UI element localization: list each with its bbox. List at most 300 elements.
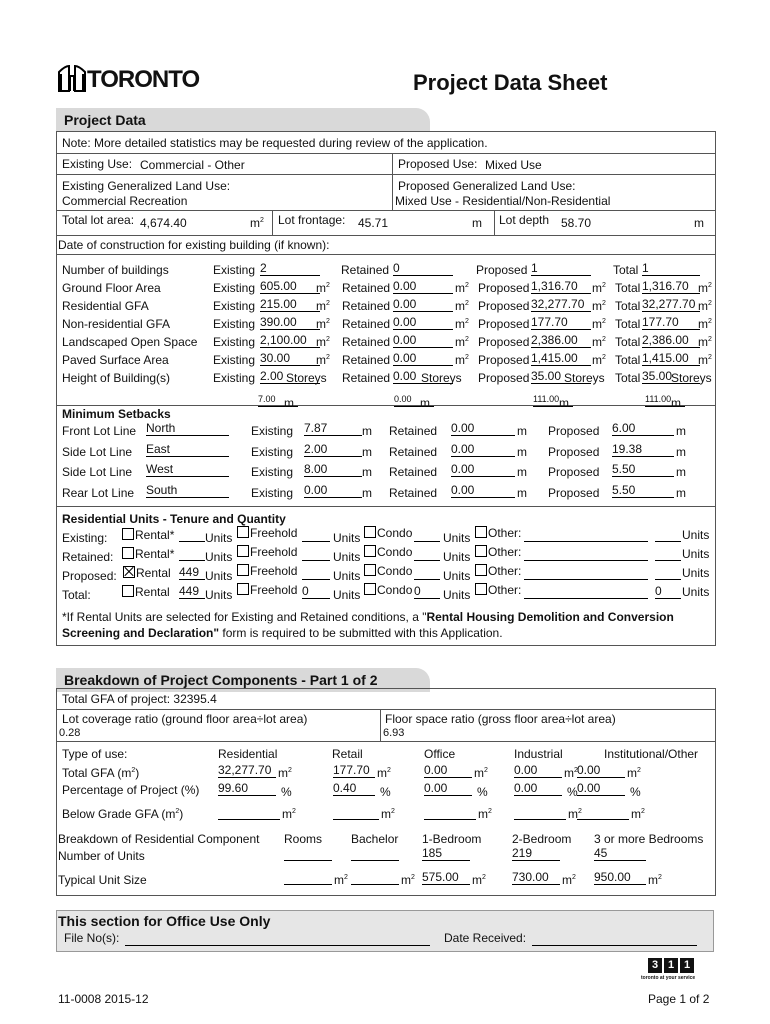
unit-m2: $m^2$ [472,873,486,887]
existing-label: Existing [213,335,256,349]
other-label: Other: [488,583,522,597]
fsr-value[interactable]: 6.93 [383,727,405,739]
stat-row-label: Landscaped Open Space [62,335,198,349]
footnote-part-c: Screening and Declaration" [62,626,220,640]
unit-m2: $m^2$ [316,353,330,367]
setback-existing[interactable]: 2.00 [304,443,362,457]
rental-label: Rental [136,566,171,580]
depth-label: Lot depth [499,213,550,227]
rental-checkbox[interactable] [122,585,170,599]
retained-label: Retained [342,299,391,313]
checkbox-icon[interactable] [475,526,487,538]
height-m-unit: m [420,396,430,410]
stat-row-label: Number of buildings [62,263,169,277]
freehold-checkbox[interactable] [237,564,297,578]
unit-m2: $m^2$ [592,299,606,313]
unit-m2: $m^2$ [564,766,578,780]
proposed-label: Proposed [476,263,528,277]
setback-direction[interactable]: East [146,443,229,457]
retained-value[interactable]: 0.00 [393,316,453,330]
number-of-units-label: Number of Units [58,849,145,863]
percent-unit: % [281,785,292,799]
rental-units-value[interactable] [179,528,205,542]
unit-m2: $m^2$ [316,281,330,295]
below-grade-value[interactable] [424,806,476,820]
logo-311-digit: 3 [648,958,662,973]
proposed-value[interactable]: 1,316.70 [531,280,591,294]
percent-unit: % [380,785,391,799]
logo-311-digit: 1 [664,958,678,973]
retained-value[interactable]: 0 [393,262,453,276]
setback-existing[interactable]: 7.87 [304,422,362,436]
checked-checkbox-icon[interactable] [123,566,135,578]
unit-m2: $m^2$ [334,873,348,887]
unit-count-value[interactable]: 219 [512,847,560,861]
rental-checkbox[interactable] [122,547,174,561]
height-retained-m[interactable]: 0.00 [394,393,434,407]
setback-label: Front Lot Line [62,424,137,438]
setback-label: Side Lot Line [62,445,133,459]
unit-size-value[interactable]: 730.00 [512,871,560,885]
other-units-value[interactable]: 0 [655,585,681,599]
unit-m2: $m^2$ [698,281,712,295]
proposed-label: Proposed [478,299,530,313]
freehold-units-value[interactable] [302,547,330,561]
condo-label: Condo [377,564,413,578]
checkbox-icon[interactable] [237,564,249,576]
below-grade-value[interactable] [514,806,566,820]
percentage-label: Percentage of Project (%) [62,783,200,797]
checkbox-icon[interactable] [122,528,134,540]
unit-m2: $m^2$ [282,807,296,821]
unit-m2: $m^2$ [377,766,391,780]
unit-size-value[interactable]: 575.00 [422,871,470,885]
unit-m2: $m^2$ [316,299,330,313]
below-grade-value[interactable] [218,806,280,820]
condo-units-value[interactable] [414,566,440,580]
retained-label: Retained [389,486,438,500]
existing-value[interactable]: 30.00 [260,352,320,366]
retained-label: Retained [342,281,391,295]
freehold-checkbox[interactable] [237,545,297,559]
proposed-label: Proposed [548,465,600,479]
gfa-value[interactable]: 0.00 [577,764,625,778]
unit-m2: $m^2$ [631,807,645,821]
gfa-value[interactable]: 0.00 [424,764,472,778]
retained-value[interactable]: 0.00 [393,334,453,348]
setback-direction[interactable]: North [146,422,229,436]
proposed-value[interactable]: 2,386.00 [531,334,591,348]
below-grade-value[interactable] [333,806,379,820]
lot-area-label: Total lot area: [62,213,135,227]
existing-gen-value[interactable]: Commercial Recreation [62,194,188,208]
checkbox-icon[interactable] [237,526,249,538]
other-description[interactable] [524,566,648,580]
proposed-label: Proposed [478,281,530,295]
other-description[interactable] [524,585,648,599]
stat-row-label: Non-residential GFA [62,317,171,331]
unit-count-value[interactable] [284,847,332,861]
unit-m2: $m^2$ [698,335,712,349]
retained-label: Retained [341,263,390,277]
units-label: Units [443,588,471,602]
proposed-value[interactable]: 1 [531,262,591,276]
other-checkbox[interactable] [475,526,521,540]
condo-label: Condo [377,545,413,559]
total-label: Total [615,335,641,349]
other-checkbox[interactable] [475,564,521,578]
total-label: Total [615,281,641,295]
date-received-label: Date Received: [444,931,527,945]
percentage-value[interactable]: 0.00 [514,782,562,796]
frontage-value[interactable]: 45.71 [358,216,389,230]
logo-text: TORONTO [87,66,200,93]
unit-m2: $m^2$ [455,299,469,313]
total-value[interactable]: 177.70 [642,316,700,330]
stat-row-label: Residential GFA [62,299,149,313]
use-type-header: Institutional/Other [604,747,699,761]
note-text: Note: More detailed statistics may be requested during review of the application. [62,136,488,150]
coverage-label: Lot coverage ratio (ground floor area÷lot area) [62,712,308,726]
total-value[interactable]: 2,386.00 [642,334,700,348]
unit-count-value[interactable] [351,847,399,861]
freehold-label: Freehold [250,526,298,540]
gfa-value[interactable]: 0.00 [514,764,562,778]
other-checkbox[interactable] [475,545,521,559]
rental-units-value[interactable]: 449 [179,566,205,580]
existing-value[interactable]: 2.00 [260,370,320,384]
units-label: Units [205,588,233,602]
condo-label: Condo [377,583,413,597]
units-row-label: Proposed: [62,569,117,583]
proposed-use-label: Proposed Use: [398,157,478,171]
unit-size-value[interactable]: 950.00 [594,871,646,885]
proposed-value[interactable]: 177.70 [531,316,591,330]
proposed-label: Proposed [478,371,530,385]
setbacks-heading: Minimum Setbacks [62,407,171,421]
total-value[interactable]: 32,277.70 [642,298,700,312]
height-m-unit: m [671,396,681,410]
setback-proposed[interactable]: 6.00 [612,422,674,436]
proposed-label: Proposed [478,353,530,367]
checkbox-icon[interactable] [364,583,376,595]
existing-label: Existing [213,263,256,277]
other-label: Other: [488,526,522,540]
freehold-units-value[interactable]: 0 [302,585,330,599]
coverage-value[interactable]: 0.28 [59,727,81,739]
other-units-value[interactable] [655,566,681,580]
height-existing-m[interactable]: 7.00 [258,393,298,407]
office-use-heading: This section for Office Use Only [58,913,271,929]
stat-row-label: Paved Surface Area [62,353,169,367]
percentage-value[interactable]: 0.00 [577,782,625,796]
unit-type-header: 3 or more Bedrooms [594,832,704,846]
unit-m2: $m^2$ [474,766,488,780]
condo-units-value[interactable] [414,528,440,542]
rental-footnote [62,609,712,641]
unit-m2: $m^2$ [698,299,712,313]
retained-label: Retained [342,353,391,367]
construction-date-label: Date of construction for existing building (if known): [58,238,330,252]
setback-proposed[interactable]: 5.50 [612,463,674,477]
units-label: Units [443,550,471,564]
other-units-value[interactable] [655,547,681,561]
total-value[interactable]: 1 [642,262,700,276]
proposed-label: Proposed [548,424,600,438]
storeys-label: Storeys [286,371,327,385]
total-gfa-value[interactable]: 32395.4 [173,692,217,706]
checkbox-icon[interactable] [122,547,134,559]
other-units-value[interactable] [655,528,681,542]
units-label: Units [443,531,471,545]
m-unit: m [362,486,372,500]
total-gfa-row-label: Total GFA $(m^2)$ [62,766,140,780]
use-type-header: Office [424,747,456,761]
m-unit: m [676,424,686,438]
percent-unit: % [477,785,488,799]
file-no-field[interactable] [125,932,430,946]
unit-size-value[interactable] [284,871,332,885]
other-label: Other: [488,564,522,578]
setback-retained[interactable]: 0.00 [451,422,515,436]
proposed-value[interactable]: 32,277.70 [531,298,591,312]
m-unit: m [362,465,372,479]
unit-m2: $m^2$ [381,807,395,821]
unit-type-header: Rooms [284,832,323,846]
footnote-part-a: *If Rental Units are selected for Existing and Retained conditions, a " [62,610,427,624]
project-data-heading: Project Data [56,108,430,132]
retained-label: Retained [342,317,391,331]
proposed-value[interactable]: 35.00 [531,370,591,384]
setback-label: Rear Lot Line [62,486,135,500]
percent-unit: % [567,785,578,799]
other-description[interactable] [524,528,648,542]
unit-type-header: Bachelor [351,832,399,846]
condo-checkbox[interactable] [364,526,412,540]
percentage-value[interactable]: 0.40 [333,782,375,796]
units-label: Units [205,550,233,564]
unit-m2: $m^2$ [698,317,712,331]
retained-label: Retained [342,371,391,385]
freehold-units-value[interactable] [302,566,330,580]
proposed-label: Proposed [478,317,530,331]
existing-label: Existing [213,317,256,331]
unit-m2: $m^2$ [592,353,606,367]
form-id: 11-0008 2015-12 [58,992,149,1006]
freehold-label: Freehold [250,583,298,597]
frontage-label: Lot frontage: [278,213,346,227]
rental-label: Rental* [135,547,175,561]
stat-row-label: Height of Building(s) [62,371,171,385]
existing-value[interactable]: 390.00 [260,316,320,330]
typical-unit-size-label: Typical Unit Size [58,873,147,887]
total-value[interactable]: 1,316.70 [642,280,700,294]
checkbox-icon[interactable] [237,545,249,557]
page-title: Project Data Sheet [413,70,608,95]
percentage-value[interactable]: 0.00 [424,782,472,796]
other-description[interactable] [524,547,648,561]
height-proposed-m[interactable]: 111.00 [533,393,573,407]
setback-direction[interactable]: South [146,484,229,498]
freehold-units-value[interactable] [302,528,330,542]
checkbox-icon[interactable] [237,583,249,595]
unit-count-value[interactable]: 185 [422,847,470,861]
freehold-checkbox[interactable] [237,583,297,597]
type-of-use-label: Type of use: [62,747,128,761]
proposed-gen-value[interactable]: Mixed Use - Residential/Non-Residential [395,194,611,208]
setback-existing[interactable]: 8.00 [304,463,362,477]
m-unit: m [362,445,372,459]
retained-label: Retained [342,335,391,349]
units-label: Units [682,547,710,561]
checkbox-icon[interactable] [475,564,487,576]
existing-value[interactable]: 2 [260,262,320,276]
unit-m2: $m^2$ [455,335,469,349]
toronto-logo [57,64,199,92]
existing-label: Existing [213,353,256,367]
setback-proposed[interactable]: 19.38 [612,443,674,457]
condo-checkbox[interactable] [364,545,412,559]
setback-retained[interactable]: 0.00 [451,484,515,498]
height-m-unit: m [559,396,569,410]
existing-label: Existing [213,281,256,295]
storeys-label: Storeys [564,371,605,385]
unit-m2: $m^2$ [455,317,469,331]
depth-unit: m [694,216,704,230]
units-label: Units [333,531,361,545]
rental-units-value[interactable]: 449 [179,585,205,599]
retained-value[interactable]: 0.00 [393,280,453,294]
unit-type-header: 2-Bedroom [512,832,572,846]
m-unit: m [676,486,686,500]
lot-area-unit: m [250,216,260,230]
use-type-header: Retail [332,747,363,761]
gfa-value[interactable]: 177.70 [333,764,375,778]
freehold-checkbox[interactable] [237,526,297,540]
existing-value[interactable]: 605.00 [260,280,320,294]
file-no-label: File No(s): [64,931,120,945]
unit-type-header: 1-Bedroom [422,832,482,846]
existing-use-value[interactable]: Commercial - Other [140,158,245,172]
unit-count-value[interactable]: 45 [594,847,646,861]
checkbox-icon[interactable] [475,583,487,595]
footnote-part-b: Rental Housing Demolition and Conversion [426,610,674,624]
breakdown-heading: Breakdown of Project Components - Part 1 of 2 [56,668,430,692]
proposed-label: Proposed [548,486,600,500]
units-label: Units [205,531,233,545]
checkbox-icon[interactable] [364,564,376,576]
storeys-label: Storeys [671,371,712,385]
retained-label: Retained [389,424,438,438]
m-unit: m [676,445,686,459]
existing-label: Existing [251,445,294,459]
units-label: Units [333,569,361,583]
rental-checkbox[interactable] [123,566,171,580]
stat-row-label: Ground Floor Area [62,281,161,295]
freehold-label: Freehold [250,545,298,559]
unit-m2: $m^2$ [562,873,576,887]
freehold-label: Freehold [250,564,298,578]
retained-value[interactable]: 0.00 [393,352,453,366]
below-grade-value[interactable] [577,806,629,820]
unit-m2: $m^2$ [592,281,606,295]
total-value[interactable]: 1,415.00 [642,352,700,366]
existing-label: Existing [251,486,294,500]
units-label: Units [333,550,361,564]
setback-direction[interactable]: West [146,463,229,477]
condo-units-value[interactable]: 0 [414,585,440,599]
existing-value[interactable]: 215.00 [260,298,320,312]
existing-label: Existing [213,299,256,313]
logo-311 [648,957,694,973]
unit-size-value[interactable] [351,871,399,885]
setback-retained[interactable]: 0.00 [451,443,515,457]
units-row-label: Total: [62,588,91,602]
checkbox-icon[interactable] [475,545,487,557]
units-label: Units [333,588,361,602]
unit-m2: $m^2$ [568,807,582,821]
condo-checkbox[interactable] [364,564,412,578]
checkbox-icon[interactable] [122,585,134,597]
setback-proposed[interactable]: 5.50 [612,484,674,498]
lot-area-value[interactable]: 4,674.40 [140,216,187,230]
total-value[interactable]: 35.00 [642,370,700,384]
footnote-part-d: form is required to be submitted with this Application. [219,626,503,640]
condo-checkbox[interactable] [364,583,412,597]
percentage-value[interactable]: 99.60 [218,782,276,796]
height-total-m[interactable]: 111.00 [645,393,685,407]
units-row-label: Existing: [62,531,108,545]
below-grade-label: Below Grade GFA $(m^2)$ [62,807,184,821]
condo-units-value[interactable] [414,547,440,561]
checkbox-icon[interactable] [364,526,376,538]
retained-value[interactable]: 0.00 [393,370,453,384]
rental-label: Rental* [135,528,175,542]
logo-311-digit: 1 [680,958,694,973]
existing-value[interactable]: 2,100.00 [260,334,320,348]
use-type-header: Residential [218,747,278,761]
existing-gen-label: Existing Generalized Land Use: [62,179,231,193]
proposed-use-value[interactable]: Mixed Use [485,158,542,172]
total-label: Total [615,371,641,385]
date-received-field[interactable] [532,932,697,946]
frontage-unit: m [472,216,482,230]
setback-label: Side Lot Line [62,465,133,479]
proposed-label: Proposed [548,445,600,459]
checkbox-icon[interactable] [364,545,376,557]
use-type-header: Industrial [514,747,563,761]
rental-checkbox[interactable] [122,528,174,542]
unit-m2: $m^2$ [627,766,641,780]
depth-value[interactable]: 58.70 [561,216,592,230]
total-label: Total [615,353,641,367]
fsr-label: Floor space ratio (gross floor area÷lot area) [385,712,616,726]
gfa-value[interactable]: 32,277.70 [218,764,276,778]
other-checkbox[interactable] [475,583,521,597]
rental-units-value[interactable] [179,547,205,561]
unit-m2: $m^2$ [455,281,469,295]
proposed-value[interactable]: 1,415.00 [531,352,591,366]
setback-existing[interactable]: 0.00 [304,484,362,498]
m-unit: m [362,424,372,438]
setback-retained[interactable]: 0.00 [451,463,515,477]
unit-m2: $m^2$ [478,807,492,821]
units-label: Units [443,569,471,583]
retained-value[interactable]: 0.00 [393,298,453,312]
proposed-label: Proposed [478,335,530,349]
other-label: Other: [488,545,522,559]
rental-label: Rental [135,585,170,599]
